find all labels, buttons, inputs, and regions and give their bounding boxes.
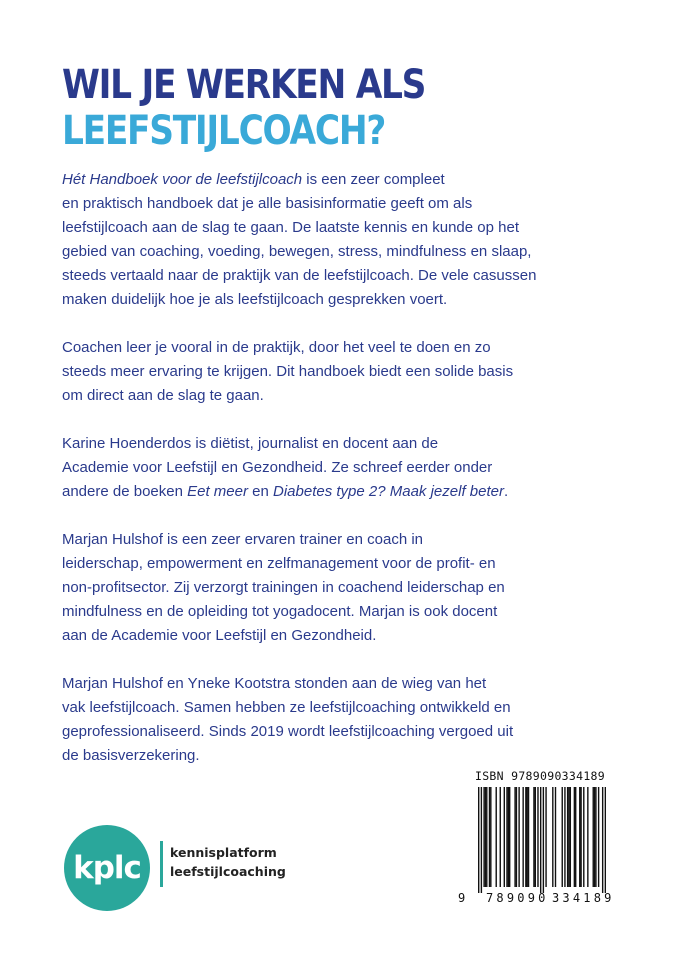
barcode-bar (555, 787, 556, 887)
back-cover-text (62, 168, 537, 792)
barcode-bar (506, 787, 507, 887)
barcode-bar (543, 787, 544, 893)
barcode-bar (605, 787, 606, 893)
kplc-logo-text (170, 843, 286, 881)
barcode-bar (579, 787, 580, 887)
barcode-bar (552, 787, 553, 887)
barcode-bar (508, 787, 509, 887)
paragraph-author-marjan: Marjan Hulshof is een zeer ervaren trainer en coach in leiderschap, empowerment en zelfmanagement voor de profit- en non-profitsector. Zij verzorgt trainingen in coachend leiderschap en mindfulness en de opleiding tot yogadocent. Marjan is ook docent aan de Academie voor Leefstijl en Gezondheid. (62, 531, 505, 644)
barcode-bar (562, 787, 563, 887)
logo-line-2: leefstijlcoaching (170, 864, 286, 879)
barcode-bar (583, 787, 584, 887)
barcode-bar (598, 787, 599, 887)
paragraph-coaching: Coachen leer je vooral in de praktijk, door het veel te doen en zo steeds meer ervaring te krijgen. Dit handboek biedt een solide basis om direct aan de slag te gaan. (62, 339, 514, 404)
title-line-2: LEEFSTIJLCOACH? (62, 108, 386, 154)
barcode-bar (514, 787, 515, 887)
book-diabetes: Diabetes type 2? Maak jezelf beter (273, 483, 504, 500)
barcode-bar (574, 787, 575, 887)
paragraph-intro: Hét Handboek voor de leefstijlcoach is een zeer compleet en praktisch handboek dat je alle basisinformatie geeft om als leefstijlcoach aan de slag te gaan. De laatste kennis en kunde op het gebied van coaching, voeding, bewegen, stress, mindfulness en slaap, steeds vertaald naar de praktijk van de leefstijlcoach. De vele casussen maken duidelijk hoe je als leefstijlcoach gesprekken voert. (62, 171, 537, 308)
barcode-bar (595, 787, 596, 887)
barcode-bar (593, 787, 594, 887)
barcode-bars (478, 787, 606, 893)
barcode-bar (594, 787, 595, 887)
barcode-bar (478, 787, 479, 893)
barcode-bar (518, 787, 519, 887)
barcode-bar (564, 787, 565, 887)
kplc-logo-mark: kplc (64, 825, 150, 911)
barcode-bar (545, 787, 546, 887)
barcode-bar (540, 787, 541, 893)
barcode-bar (485, 787, 486, 887)
isbn-digit-first: 9 (458, 891, 466, 905)
barcode-bar (509, 787, 510, 887)
isbn-label: ISBN 9789090334189 (474, 769, 606, 783)
barcode-bar (570, 787, 571, 887)
title-line-1: WIL JE WERKEN ALS (62, 62, 426, 108)
book-eet-meer: Eet meer (187, 483, 248, 500)
barcode-bar (527, 787, 528, 887)
barcode-bar (481, 787, 482, 893)
paragraph-author-karine: Karine Hoenderdos is diëtist, journalist en docent aan de Academie voor Leefstijl en Gezondheid. Ze schreef eerder onder andere de boeken Eet meer en Diabetes type 2? Maak jezelf beter. (62, 435, 509, 500)
barcode-bar (587, 787, 588, 887)
barcode-bar (500, 787, 501, 887)
cover-title (62, 62, 425, 154)
barcode-bar (580, 787, 581, 887)
barcode-bar (504, 787, 505, 887)
barcode-bar (533, 787, 534, 887)
book-title: Hét Handboek voor de leefstijlcoach (62, 171, 303, 188)
isbn-digits-right: 334189 (552, 891, 615, 905)
barcode-bar (528, 787, 529, 887)
barcode-bar (535, 787, 536, 887)
isbn-barcode (450, 765, 630, 915)
barcode-bar (575, 787, 576, 887)
barcode-bar (568, 787, 569, 887)
barcode-bar (602, 787, 603, 893)
logo-divider (160, 841, 163, 887)
barcode-bar (525, 787, 526, 887)
barcode-bar (496, 787, 497, 887)
barcode-bar (537, 787, 538, 887)
paragraph-history: Marjan Hulshof en Yneke Kootstra stonden aan de wieg van het vak leefstijlcoach. Samen hebben ze leefstijlcoaching ontwikkeld en geprofessionaliseerd. Sinds 2019 wordt leefstijlcoaching vergoed uit de basisverzekering. (62, 675, 514, 764)
barcode-bar (522, 787, 523, 887)
logo-line-1: kennisplatform (170, 845, 277, 860)
barcode-bar (483, 787, 484, 887)
isbn-digits-left: 789090 (486, 891, 549, 905)
barcode-bar (489, 787, 490, 887)
barcode-bar (490, 787, 491, 887)
barcode-bar (486, 787, 487, 887)
barcode-bar (567, 787, 568, 887)
barcode-bar (516, 787, 517, 887)
